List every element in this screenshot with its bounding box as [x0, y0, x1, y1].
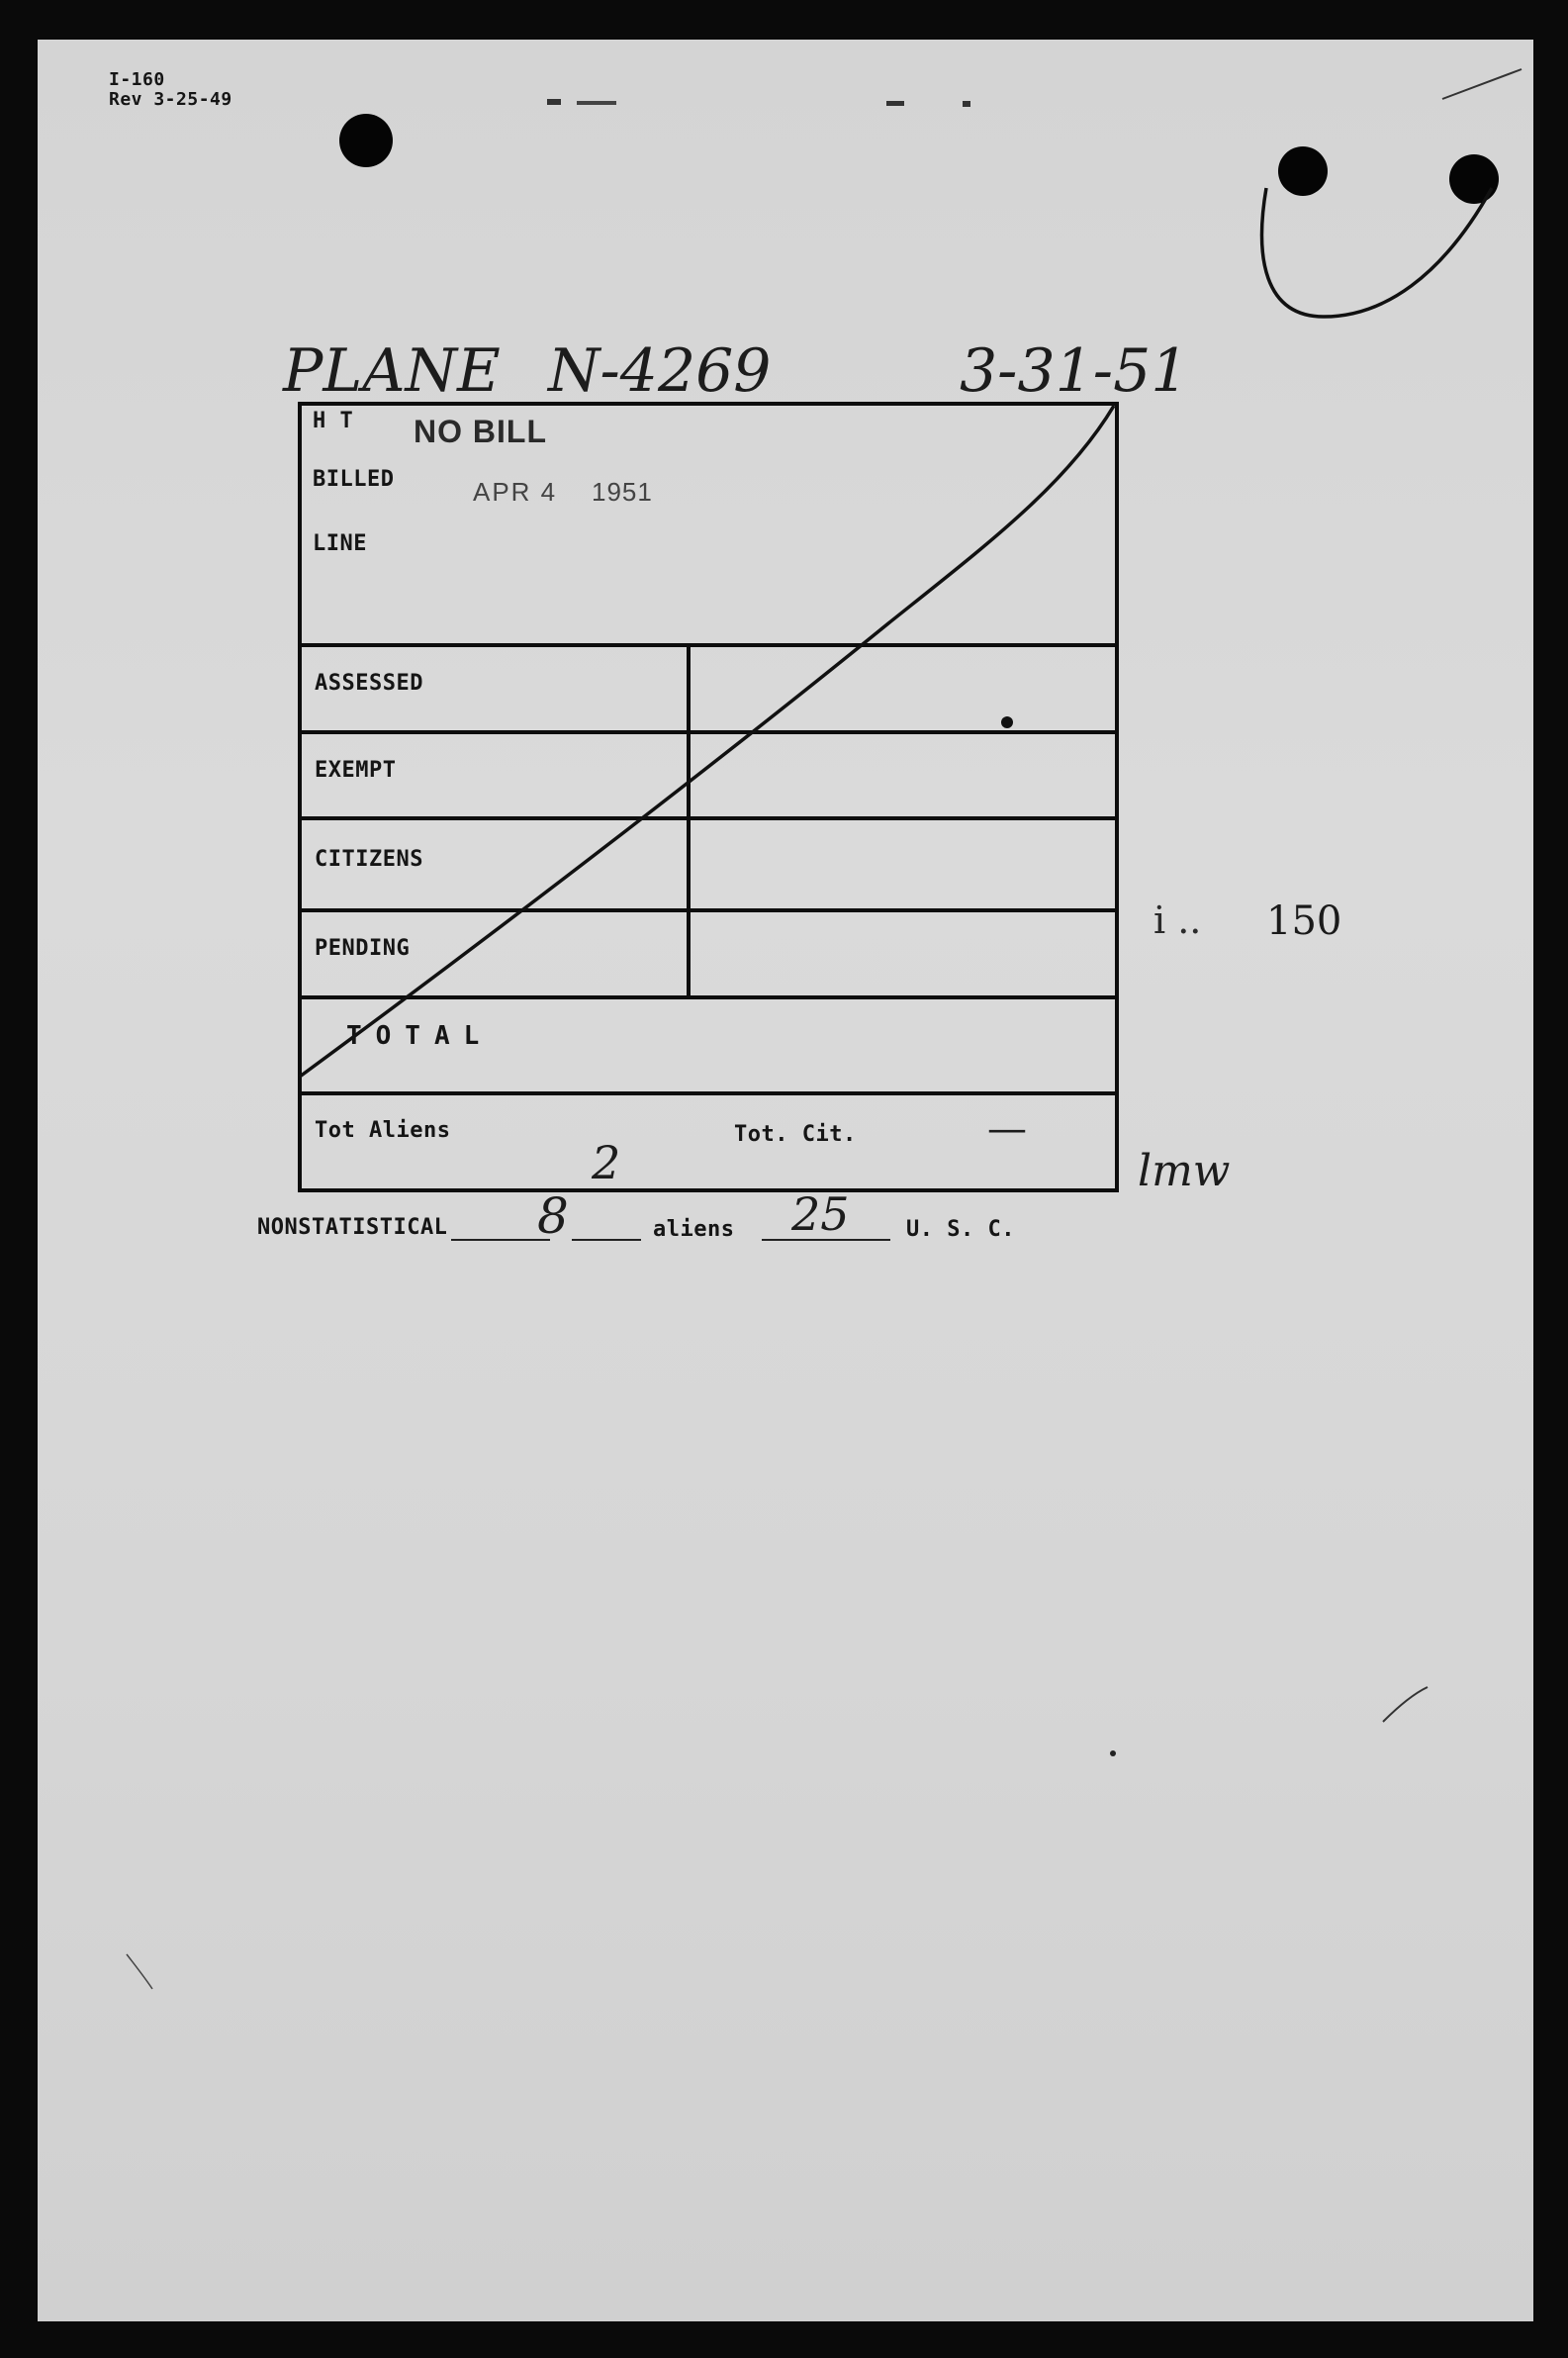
plane-number: N-4269: [548, 336, 772, 406]
label-nonstatistical: NONSTATISTICAL: [257, 1215, 448, 1240]
label-ht: H T: [313, 409, 354, 433]
blank-line-2: [572, 1239, 641, 1241]
label-exempt: EXEMPT: [315, 758, 397, 783]
label-usc: U. S. C.: [906, 1217, 1015, 1242]
label-tot-aliens: Tot Aliens: [315, 1118, 451, 1143]
document-page: [38, 40, 1533, 2321]
received-stamp-year: 1951: [592, 477, 653, 507]
handwritten-initials: lmw: [1138, 1146, 1231, 1196]
received-stamp-date: APR 4: [473, 477, 558, 507]
plane-label: PLANE: [283, 336, 501, 406]
label-pending: PENDING: [315, 936, 411, 961]
label-citizens: CITIZENS: [315, 847, 423, 872]
label-aliens: aliens: [653, 1217, 735, 1242]
side-number: 150: [1266, 898, 1342, 944]
form-number: I-160: [109, 69, 165, 90]
no-bill-stamp: NO BILL: [414, 414, 547, 449]
label-tot-cit: Tot. Cit.: [734, 1122, 857, 1147]
tot-cit-value: —: [987, 1106, 1027, 1152]
handwritten-date: 3-31-51: [960, 336, 1189, 406]
form-lines: [38, 40, 1533, 2321]
label-assessed: ASSESSED: [315, 671, 423, 696]
side-mark: i ..: [1153, 898, 1202, 942]
blank-line-1: [451, 1239, 550, 1241]
nonstat-aliens-correction: 2: [592, 1136, 621, 1189]
nonstat-usc-count: 25: [791, 1187, 850, 1241]
nonstat-aliens-count: 8: [537, 1187, 569, 1245]
label-line: LINE: [313, 531, 367, 556]
label-billed: BILLED: [313, 467, 395, 492]
label-total: TOTAL: [346, 1021, 494, 1051]
form-revision: Rev 3-25-49: [109, 89, 232, 110]
